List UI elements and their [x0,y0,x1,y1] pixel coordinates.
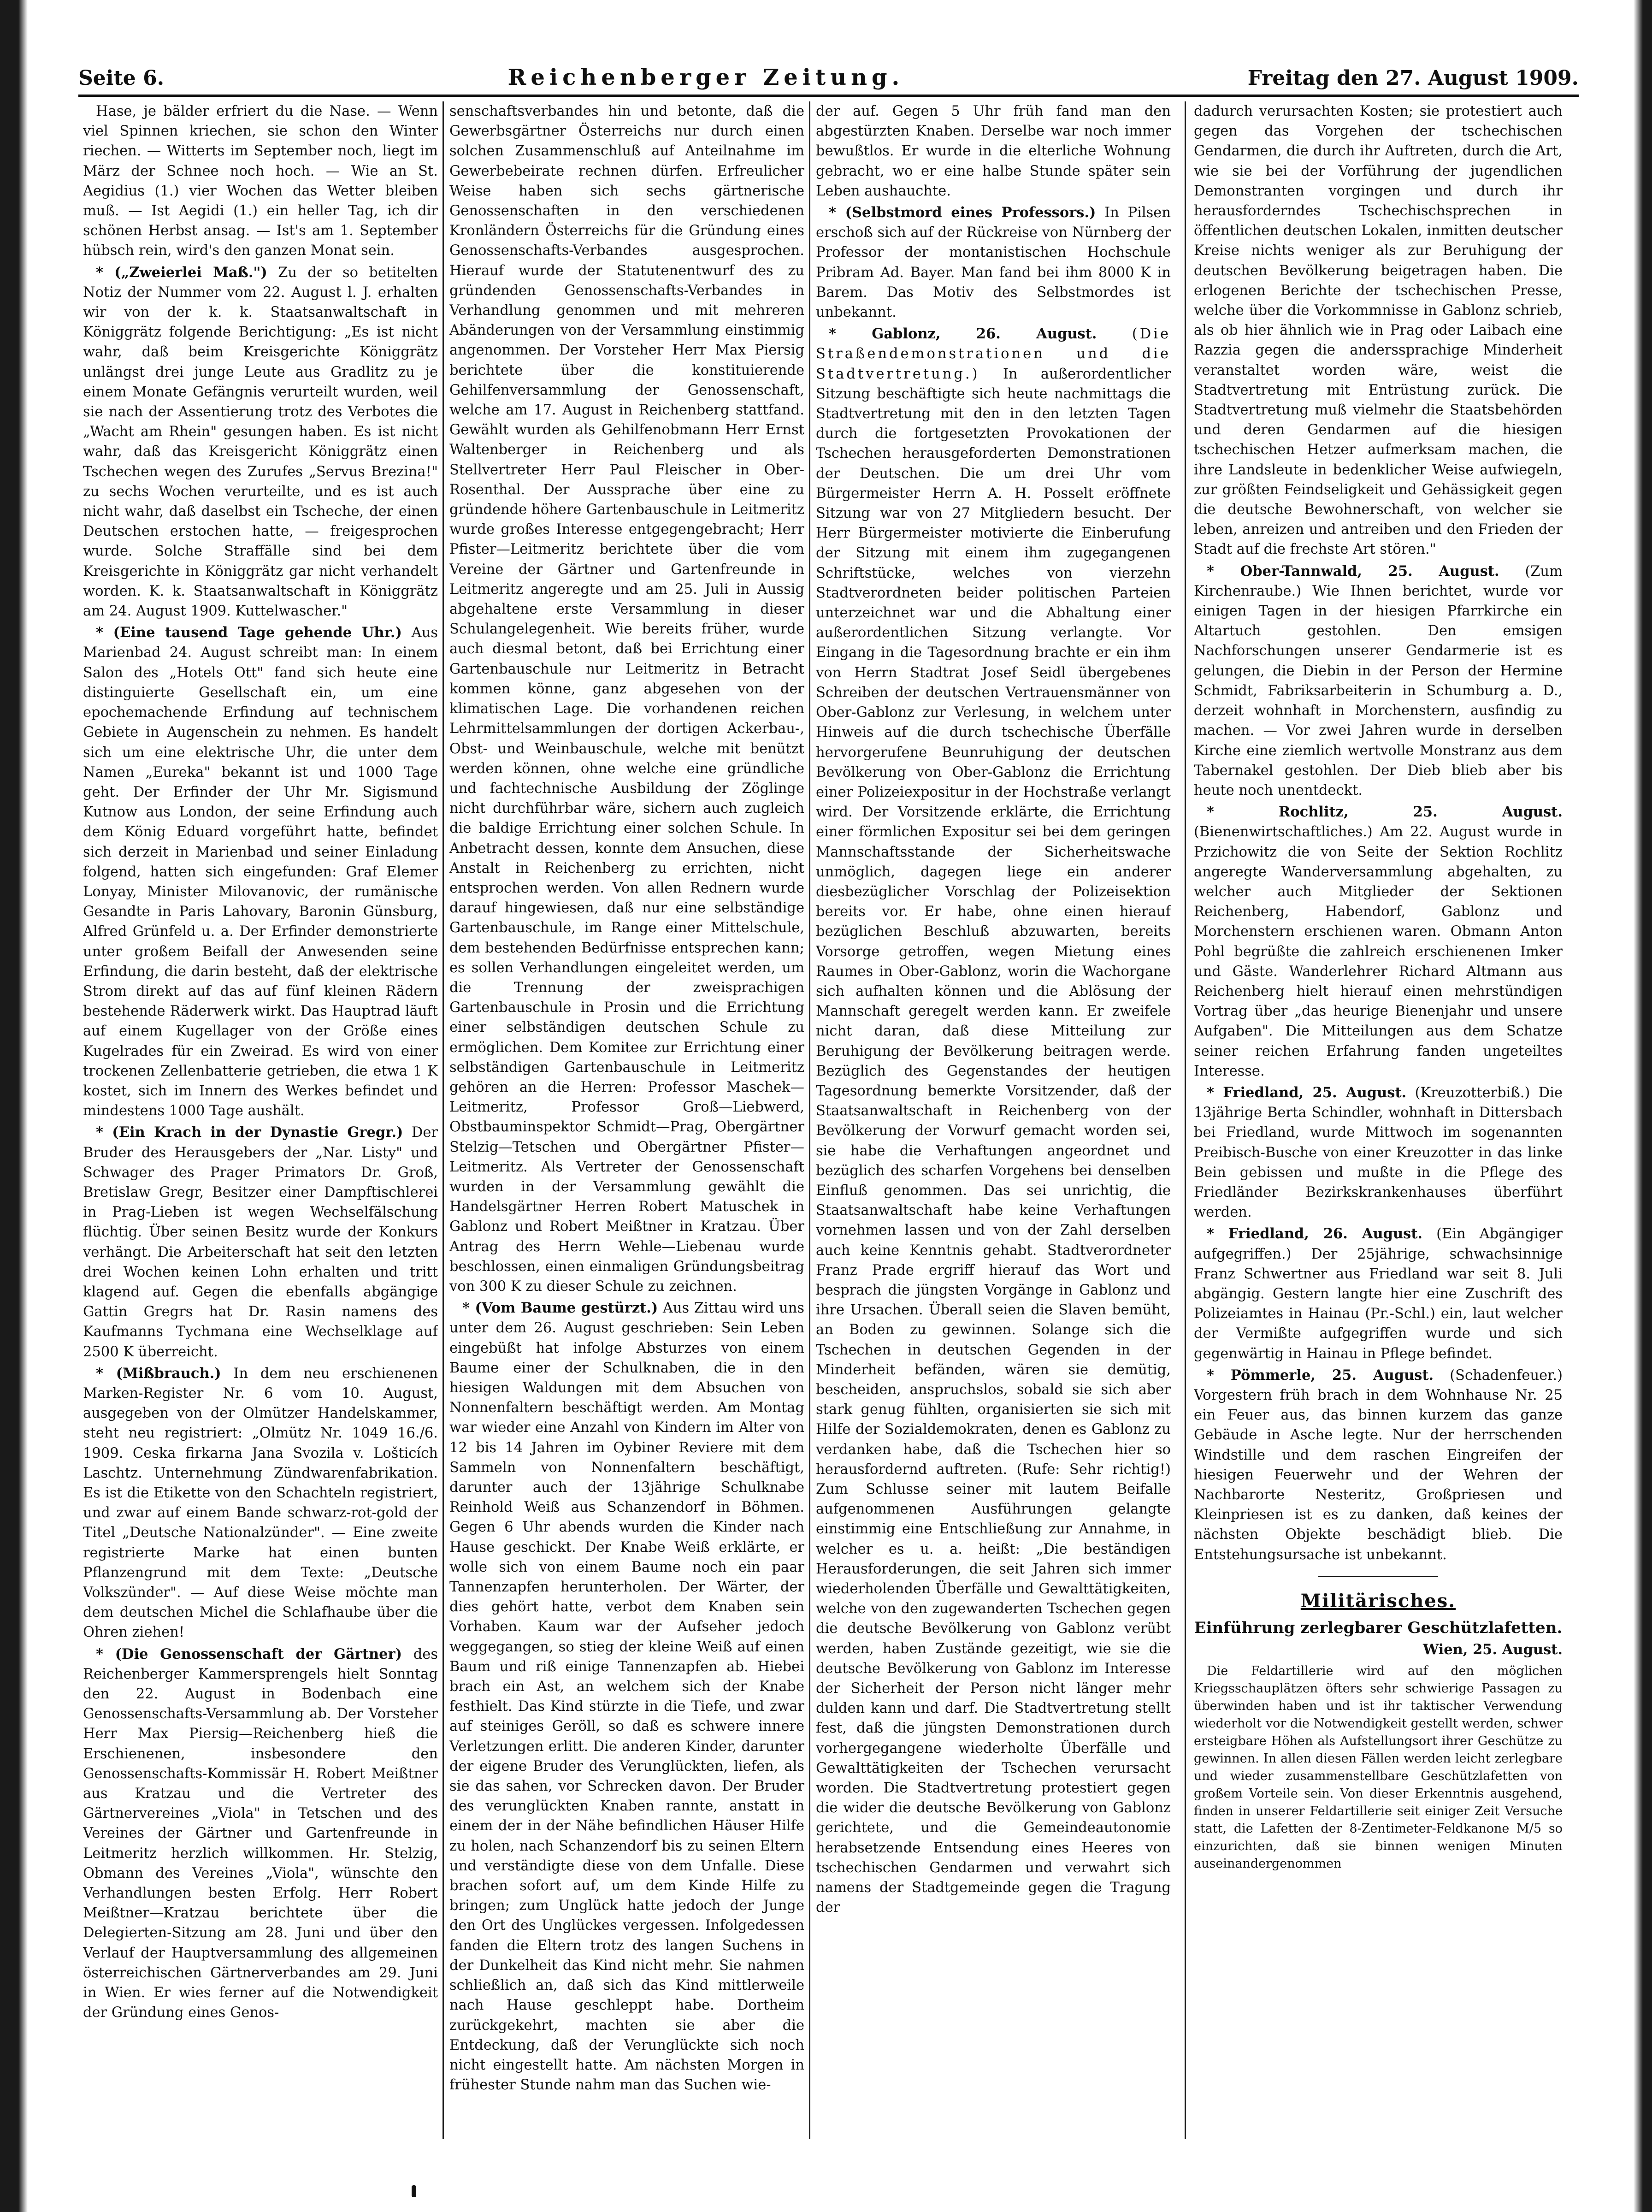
article-text: (Zum Kirchenraube.) Wie Ihnen berichtet, wurde vor einigen Tagen in der hiesigen Pfarrkirche ein Altartuch gestohlen. Den emsigen Nachforschungen unserer Gendarmerie ist es gelungen, die Diebin in der Person der Hermine Schmidt, Fabriksarbeiterin in Schumburg a. D., derzeit wohnhaft in Morchenstern, ausfindig zu machen. — Vor zwei Jahren wurde in derselben Kirche eine ziemlich wertvolle Monstranz aus dem Tabernakel gestohlen. Der Dieb blieb aber bis heute noch unentdeckt. [1194,563,1563,798]
article-dateline: Wien, 25. August. [1422,1641,1563,1658]
article-text: (Bienenwirtschaftliches.) Am 22. August wurde in Przichowitz die von Seite der Sektion Rochlitz angeregte Wanderversammlung abgehalten, zu welcher auch Mitglieder der Sektionen Reichenberg, Habendorf, Gablonz und Morchenstern erschienen waren. Obmann Anton Pohl begrüßte die zahlreich erschienenen Imker und Gäste. Wanderlehrer Richard Altmann aus Reichenberg hielt hierauf einen mehrstündigen Vortrag über „das heurige Bienenjahr und unsere Aufgaben". Die Mitteilungen aus dem Schatze seiner reichen Erfahrung fanden ungeteiltes Interesse. [1194,824,1563,1079]
article [816,203,1171,322]
column-3 [816,101,1171,2139]
article-headline: * Rochlitz, 25. August. [1207,804,1563,821]
article-text: dadurch verursachten Kosten; sie protestiert auch gegen das Vorgehen der tschechischen Gendarmen, die durch ihr Auftreten, durch die Art, wie sie bei der Vorführung der jugendlichen Demonstranten vorgingen und durch ihr herausforderndes Tschechischsprechen in öffentlichen deutschen Lokalen, inmitten deutscher Kreise nichts weniger als zur Beruhigung der deutschen Bevölkerung beigetragen haben. Die erlogenen Berichte der tschechischen Presse, welche über die Vorkommnisse in Gablonz schrieb, als ob hier ähnlich wie in Prag oder Laibach eine Razzia gegen die anderssprachige Minderheit veranstaltet worden wäre, weist die Stadtvertretung mit Entrüstung zurück. Die Stadtvertretung muß vielmehr die Staatsbehörden und deren Gendarmen auf die hiesigen tschechischen Hetzer aufmerksam machen, die ihre Landsleute in bedenklicher Weise aufwiegeln, zur größten Feindseligkeit und Gehässigkeit gegen die deutsche Bewohnerschaft, von welcher sie leben, anreizen und antreiben und den Frieden der Stadt auf die frechste Art stören." [1194,103,1563,558]
article-text: In dem neu erschienenen Marken-Register Nr. 6 vom 10. August, ausgegeben von der Olmützer Handelskammer, steht neu registriert: „Olmütz Nr. 1049 16./6. 1909. Ceska firkarna Jana Svozila v. Lošticích Laschtz. Unternehmung Zündwarenfabrikation. Es ist die Etikette von den Schachteln registriert, und zwar auf einem Bande schwarz-rot-gold der Titel „Deutsche Nationalzünder". — Eine zweite registrierte Marke hat einen bunten Pflanzengrund mit dem Texte: „Deutsche Volkszünder". — Auf diese Weise möchte man dem deutschen Michel die Schlafhaube über die Ohren ziehen! [83,1365,438,1641]
article [449,1298,804,2095]
article-text: senschaftsverbandes hin und betonte, daß die Gewerbsgärtner Österreichs nur durch einen solchen Zusammenschluß auf Anteilnahme im Gewerbebeirate rechnen dürfen. Erfreulicher Weise haben sich sechs gärtnerische Genossenschaften in den verschiedenen Kronländern Österreichs für die Gründung eines Genossenschafts-Verbandes ausgesprochen. Hierauf wurde der Statutenentwurf des zu gründenden Genossenschafts-Verbandes in Verhandlung genommen und mit mehreren Abänderungen von der Versammlung einstimmig angenommen. Der Vorsteher Herr Max Piersig berichtete über die konstituierende Gehilfenversammlung der Genossenschaft, welche am 17. August in Reichenberg stattfand. Gewählt wurden als Gehilfenobmann Herr Ernst Waltenberger in Reichenberg und als Stellvertreter Herr Paul Fleischer in Ober-Rosenthal. Der Aussprache über eine zu gründende höhere Gartenbauschule in Leitmeritz wurde großes Interesse entgegengebracht; Herr Pfister—Leitmeritz berichtete über die vom Vereine der Gärtner und Gartenfreunde in Leitmeritz angeregte und am 25. Juli in Aussig abgehaltene erste Versammlung in dieser Schulangelegenheit. Wie bereits früher, wurde auch diesmal betont, daß bei Errichtung einer Gartenbauschule nur Leitmeritz in Betracht kommen könne, ganz abgesehen von der klimatischen Lage. Die vorhandenen reichen Lehrmittelsammlungen der dortigen Ackerbau-, Obst- und Weinbauschule, welche mit benützt werden können, ohne welche eine gründliche und fachtechnische Ausbildung der Zöglinge nicht durchführbar wäre, sichern auch zugleich die baldige Errichtung einer solchen Schule. In Anbetracht dessen, konnte dem Ansuchen, diese Anstalt in Reichenberg zu errichten, nicht entsprochen werden. Von allen Rednern wurde darauf hingewiesen, daß nur eine selbständige Gartenbauschule, im Range einer Mittelschule, dem bestehenden Bedürfnisse entsprechen kann; es sollen Verhandlungen eingeleitet werden, um die Trennung der zweisprachigen Gartenbauschule in Prosin und die Errichtung einer selbständigen deutschen Schule zu ermöglichen. Dem Komitee zur Errichtung einer selbständigen Gartenbauschule in Leitmeritz gehören an die Herren: Professor Maschek—Leitmeritz, Professor Groß—Liebwerd, Obstbauminspektor Schmidt—Prag, Obergärtner Stelzig—Tetschen und Obergärtner Pfister—Leitmeritz. Als Vertreter der Genossenschaft wurden in der Versammlung gewählt die Handelsgärtner Herren Robert Matuschek in Gablonz und Robert Meißtner in Kratzau. Über Antrag des Herrn Wehle—Liebenau wurde beschlossen, einen einmaligen Gründungsbeitrag von 300 K zu dieser Schule zu zeichnen. [449,103,804,1295]
article-text: In außerordentlicher Sitzung beschäftigte sich heute nachmittags die Stadtvertretung mit den in den letzten Tagen durch die fortgesetzten Provokationen der Tschechen herausgeforderten Demonstrationen der Deutschen. Die um drei Uhr vom Bürgermeister Herrn A. H. Posselt eröffnete Sitzung war von 27 Mitgliedern besucht. Der Herr Bürgermeister motivierte die Einberufung der Sitzung mit einem ihm zugegangenen Schriftstücke, welches von vierzehn Stadtverordneten beider politischen Parteien unterzeichnet war und die Abhaltung einer außerordentlichen Sitzung verlangte. Vor Eingang in die Tagesordnung brachte er ein ihm von Herrn Stadtrat Josef Seidl übergebenes Schreiben der deutschen Vertrauensmänner von Ober-Gablonz zur Verlesung, in welchem unter Hinweis auf die durch tschechische Überfälle hervorgerufene Beunruhigung der deutschen Bevölkerung von Ober-Gablonz die Errichtung einer Polizeiexpositur in der Hochstraße verlangt wird. Der Vorsitzende erklärte, die Errichtung einer förmlichen Expositur sei bei dem geringen Mannschaftsstande der Sicherheitswache unmöglich, dagegen liege ein anderer diesbezüglicher Vorschlag der Polizeisektion bereits vor. Er habe, ohne einen hierauf bezüglichen Beschluß abzuwarten, bereits Vorsorge getroffen, wegen Mietung eines Raumes in Ober-Gablonz, worin die Wachorgane sich aufhalten können und die Ablösung der Mannschaft geregelt werden kann. Er zweifele nicht daran, daß diese Mitteilung zur Beruhigung der Bevölkerung beitragen werde. Bezüglich des Gegenstandes der heutigen Tagesordnung bemerkte Vorsitzender, daß der Staatsanwaltschaft in Reichenberg von der Bevölkerung der Vorwurf gemacht worden sei, sie habe die Verhaftungen angeordnet und bezüglich des scharfen Vorgehens bei denselben Einfluß genommen. Das sei unrichtig, die Staatsanwaltschaft habe keine Verhaftungen vornehmen lassen und von der Zahl derselben auch keine Kenntnis gehabt. Stadtverordneter Franz Prade ergriff hierauf das Wort und besprach die jüngsten Vorgänge in Gablonz und ihre Ursachen. Überall seien die Slaven bemüht, an Boden zu gewinnen. Solange sich die Tschechen in deutschen Gegenden in der Minderheit befänden, wären sie demütig, bescheiden, anspruchslos, sobald sie sich aber stark genug fühlten, organisierten sie sich mit Hilfe der Sozialdemokraten, denen es Gablonz zu verdanken habe, daß die Tschechen hier so herausfordernd auftreten. (Rufe: Sehr richtig!) Zum Schlusse seiner mit lautem Beifalle aufgenommenen Ausführungen gelangte einstimmig eine Entschließung zur Annahme, in welcher es u. a. heißt: „Die beständigen Herausforderungen, die seit Jahren sich immer wiederholenden Überfälle und Gewalttätigkeiten, welche von den zugewanderten Tschechen gegen die deutsche Bevölkerung von Gablonz verübt werden, haben Zustände gezeitigt, wie sie die deutsche Bevölkerung von Gablonz im Interesse der Sicherheit der Person nicht länger mehr dulden kann und darf. Die Stadtvertretung stellt fest, daß die jüngsten Demonstrationen durch vorhergegangene wiederholte Überfälle und Gewalttätigkeiten der Tschechen verursacht worden. Die Stadtvertretung protestiert gegen die wider die deutsche Bevölkerung von Gablonz gerichtete, und die Gemeindeautonomie herabsetzende Entsendung eines Heeres von tschechischen Gendarmen und verwahrt sich namens der Stadtgemeinde gegen die Tragung der [816,366,1171,1916]
article [816,324,1171,1917]
column-2 [449,101,804,2139]
column-1 [83,101,438,2139]
column-4 [1194,101,1563,2139]
article [83,1123,438,1361]
article [1194,562,1563,800]
article-headline: * (Vom Baume gestürzt.) [462,1300,658,1317]
article [1194,1083,1563,1222]
article-text: der auf. Gegen 5 Uhr früh fand man den abgestürzten Knaben. Derselbe war noch immer bewußtlos. Er wurde in die elterliche Wohnung gebracht, wo er eine halbe Stunde später sein Leben aushauchte. [816,103,1171,199]
page-number: Seite 6. [78,66,165,90]
issue-date: Freitag den 27. August 1909. [1247,66,1579,90]
article-headline: * (Mißbrauch.) [96,1365,221,1382]
column-divider [809,101,810,2139]
article-text: In Pilsen erschoß sich auf der Rückreise von Nürnberg der Professor der montanistischen Hochschule Pribram Ad. Bayer. Man fand bei ihm 8000 K in Barem. Das Motiv des Selbstmordes ist unbekannt. [816,205,1171,321]
newspaper-title: Reichenberger Zeitung. [507,65,904,90]
article-text: (Ein Abgängiger aufgegriffen.) Der 25jährige, schwachsinnige Franz Schwertner aus Friedland war seit 8. Juli abgängig. Gestern langte hier eine Zuschrift des Polizeiamtes in Hainau (Pr.-Schl.) ein, laut welcher der Vermißte aufgegriffen wurde und sich gegenwärtig in Hainau in Pflege befindet. [1194,1226,1563,1362]
article [83,623,438,1121]
article-headline: * Ober-Tannwald, 25. August. [1207,562,1499,580]
article-headline: * (Ein Krach in der Dynastie Gregr.) [96,1124,403,1141]
article-headline: * (Selbstmord eines Professors.) [829,204,1096,221]
article [1194,802,1563,1081]
article [83,263,438,621]
article [1194,1366,1563,1565]
article-headline: Einführung zerlegbarer Geschützlafetten. [1194,1619,1563,1638]
article-text: des Reichenberger Kammersprengels hielt Sonntag den 22. August in Bodenbach eine Genossenschafts-Versammlung ab. Der Vorsteher Herr Max Piersig—Reichenberg hieß die Erschienenen, insbesondere den Genossenschafts-Kommissär H. Robert Meißtner aus Kratzau und die Vertreter des Gärtnervereines „Viola" in Tetschen und des Vereines der Gärtner und Gartenfreunde in Leitmeritz herzlich willkommen. Hr. Stelzig, Obmann des Vereines „Viola", wünschte den Verhandlungen besten Erfolg. Herr Robert Meißtner—Kratzau berichtete über die Delegierten-Sitzung am 28. Juni und über den Verlauf der Hauptversammlung des allgemeinen österreichischen Gärtnerverbandes am 29. Juni in Wien. Er wies ferner auf die Notwendigkeit der Gründung eines Genos- [83,1646,438,2021]
article [83,1364,438,1643]
article-text: Aus Zittau wird uns unter dem 26. August geschrieben: Sein Leben eingebüßt hat infolge Absturzes von einem Baume einer der Schulknaben, die in den hiesigen Waldungen mit dem Absuchen von Nonnenfaltern beschäftigt werden. Am Montag war wieder eine Anzahl von Kindern im Alter von 12 bis 14 Jahren im Oybiner Reviere mit dem Sammeln von Nonnenfaltern beschäftigt, darunter auch der 13jährige Schulknabe Reinhold Weiß aus Schanzendorf in Böhmen. Gegen 6 Uhr abends wurden die Kinder nach Hause geschickt. Der Knabe Weiß erklärte, er wolle sich von einem Baume noch ein paar Tannenzapfen herunterholen. Der Wärter, der dies gehört hatte, verbot dem Knaben sein Vorhaben. Kaum war der Aufseher jedoch weggegangen, so stieg der kleine Weiß auf einen Baum und riß einige Tannenzapfen ab. Hiebei brach ein Ast, an welchem sich der Knabe festhielt. Das Kind stürzte in die Tiefe, und zwar auf steiniges Geröll, so daß es schwere innere Verletzungen erlitt. Die anderen Kinder, darunter der eigene Bruder des Verunglückten, liefen, als sie das sahen, vor Schrecken davon. Der Bruder des verunglückten Knaben rannte, anstatt in einem der in der Nähe befindlichen Häuser Hilfe zu holen, nach Schanzendorf bis zu seinen Eltern und verständigte diese von dem Unfalle. Diese brachen sofort auf, um dem Kinde Hilfe zu bringen; zum Unglück hatte jedoch der Junge den Ort des Unglückes vergessen. Infolgedessen fanden die Eltern trotz des langen Suchens in der Dunkelheit das Kind nicht mehr. Sie nahmen schließlich an, daß sich das Kind mittlerweile nach Hause geschleppt habe. Dortheim zurückgekehrt, machten sie aber die Entdeckung, daß der Verunglückte sich noch nicht eingestellt hatte. Am nächsten Morgen in frühester Stunde nahm man das Suchen wie- [449,1300,804,2094]
section-divider [1318,1576,1438,1577]
article-headline: * (Eine tausend Tage gehende Uhr.) [96,624,402,641]
scan-border-right [1634,0,1652,2212]
article-headline: * Friedland, 25. August. [1207,1084,1407,1101]
article-headline: * Pömmerle, 25. August. [1207,1366,1434,1384]
header-rule [78,95,1579,97]
section-title: Militärisches. [1300,1590,1456,1612]
article-headline: * (Die Genossenschaft der Gärtner) [96,1645,402,1662]
article-headline: * Friedland, 26. August. [1207,1225,1423,1242]
article-headline: * Gablonz, 26. August. [829,325,1097,343]
article-headline: * („Zweierlei Maß.") [96,264,267,281]
article-text: (Kreuzotterbiß.) Die 13jährige Berta Schindler, wohnhaft in Dittersbach bei Friedland, wurde Mittwoch im sogenannten Preibisch-Busche von einer Kreuzotter in das linke Bein gebissen und mußte in die Pflege des Friedländer Bezirkskrankenhauses überführt werden. [1194,1084,1563,1221]
scan-border-left [0,0,28,2212]
column-divider [1185,101,1186,2139]
article-text: Der Bruder des Herausgebers der „Nar. Listy" und Schwager des Prager Primators Dr. Groß, Bretislaw Gregr, Besitzer einer Dampftischlerei in Prag-Lieben ist wegen Wechselfälschung flüchtig. Über seinen Besitz wurde der Konkurs verhängt. Die Arbeiterschaft hat seit den letzten drei Wochen keinen Lohn erhalten und tritt klagend auf. Gegen die ebenfalls abgängige Gattin Gregrs hat Dr. Rasin namens des Kaufmanns Tychmana eine Wechselklage auf 2500 K überreicht. [83,1124,438,1360]
scan-speck [412,2185,416,2197]
article-text: Zu der so betitelten Notiz der Nummer vom 22. August l. J. erhalten wir von der k. k. Staatsanwaltschaft in Königgrätz folgende Berichtigung: „Es ist nicht wahr, daß beim Kreisgerichte Königgrätz unlängst drei junge Leute aus Gradlitz zu je einem Monate Gefängnis verurteilt wurden, weil sie nach der Assentierung trotz des Verbotes die „Wacht am Rhein" gesungen haben. Es ist nicht wahr, daß das Kreisgericht Königgrätz einen Tschechen wegen des Zurufes „Servus Brezina!" zu sechs Wochen verurteilte, und es ist auch nicht wahr, daß daselbst ein Tscheche, der einen Deutschen erstochen hatte, — freigesprochen wurde. Solche Straffälle sind bei dem Kreisgerichte in Königgrätz gar nicht verhandelt worden. K. k. Staatsanwaltschaft in Königgrätz am 24. August 1909. Kuttelwascher." [83,264,438,620]
article-subheadline: (Die Straßendemonstrationen und die Stadtvertretung.) [816,326,1171,382]
column-divider [442,101,444,2139]
article-text: Aus Marienbad 24. August schreibt man: In einem Salon des „Hotels Ott" fand sich heute eine distinguierte Gesellschaft ein, um eine epochemachende Erfindung auf technischem Gebiete in Augenschein zu nehmen. Es handelt sich um eine elektrische Uhr, die unter dem Namen „Eureka" bekannt ist und 1000 Tage geht. Der Erfinder der Uhr Mr. Sigismund Kutnow aus London, der seine Erfindung auch dem König Eduard vorgeführt hatte, befindet sich derzeit in Marienbad und seiner Einladung folgend, hatten sich eingefunden: Graf Elemer Lonyay, Minister Milovanovic, der rumänische Gesandte in Paris Lahovary, Baronin Günsburg, Alfred Grünfeld u. a. Der Erfinder demonstrierte unter großem Beifall der Anwesenden seine Erfindung, die darin besteht, daß der elektrische Strom direkt auf das auf fünf kleinen Rädern bestehende Räderwerk wirkt. Das Hauptrad läuft auf einem Kugellager von der Größe eines Kugelrades für ein Zweirad. Es wird von einer trockenen Zellenbatterie getrieben, die etwa 1 K kostet, sich im Innern des Werkes befindet und mindestens 1000 Tage aushält. [83,625,438,1119]
article [1194,1224,1563,1363]
article-text: (Schadenfeuer.) Vorgestern früh brach in dem Wohnhause Nr. 25 ein Feuer aus, das binnen kurzem das ganze Gebäude in Asche legte. Nur der herrschenden Windstille und dem raschen Eingreifen der hiesigen Feuerwehr und der Wehren der Nachbarorte Nesteritz, Großpriesen und Kleinpriesen ist es zu danken, daß keines der nächsten Objekte beschädigt blieb. Die Entstehungsursache ist unbekannt. [1194,1367,1563,1563]
article [83,1644,438,2023]
article-text: Die Feldartillerie wird auf den möglichen Kriegsschauplätzen öfters sehr schwierige Passagen zu überwinden haben und ist ihr taktischer Verwendung wiederholt vor die Notwendigkeit gestellt werden, schwer ersteigbare Höhen als Aufstellungsort ihrer Geschütze zu gewinnen. In allen diesen Fällen werden leicht zerlegbare und wieder zusammenstellbare Geschützlafetten von großem Vorteile sein. Von dieser Erkenntnis ausgehend, finden in unserer Feldartillerie seit einiger Zeit Versuche statt, die Lafetten der 8-Zentimeter-Feldkanone M/5 so einzurichten, daß sie binnen wenigen Minuten auseinandergenommen [1194,1664,1563,1871]
article-text: Hase, je bälder erfriert du die Nase. — Wenn viel Spinnen kriechen, sie schon den Winter riechen. — Witterts im September noch, liegt im März der Schnee noch hoch. — Wie an St. Aegidius (1.) vier Wochen das Wetter bleiben muß. — Ist Aegidi (1.) ein heller Tag, ich dir schönen Herbst ansag. — Ist's am 1. September hübsch rein, wird's den ganzen Monat sein. [83,103,438,259]
